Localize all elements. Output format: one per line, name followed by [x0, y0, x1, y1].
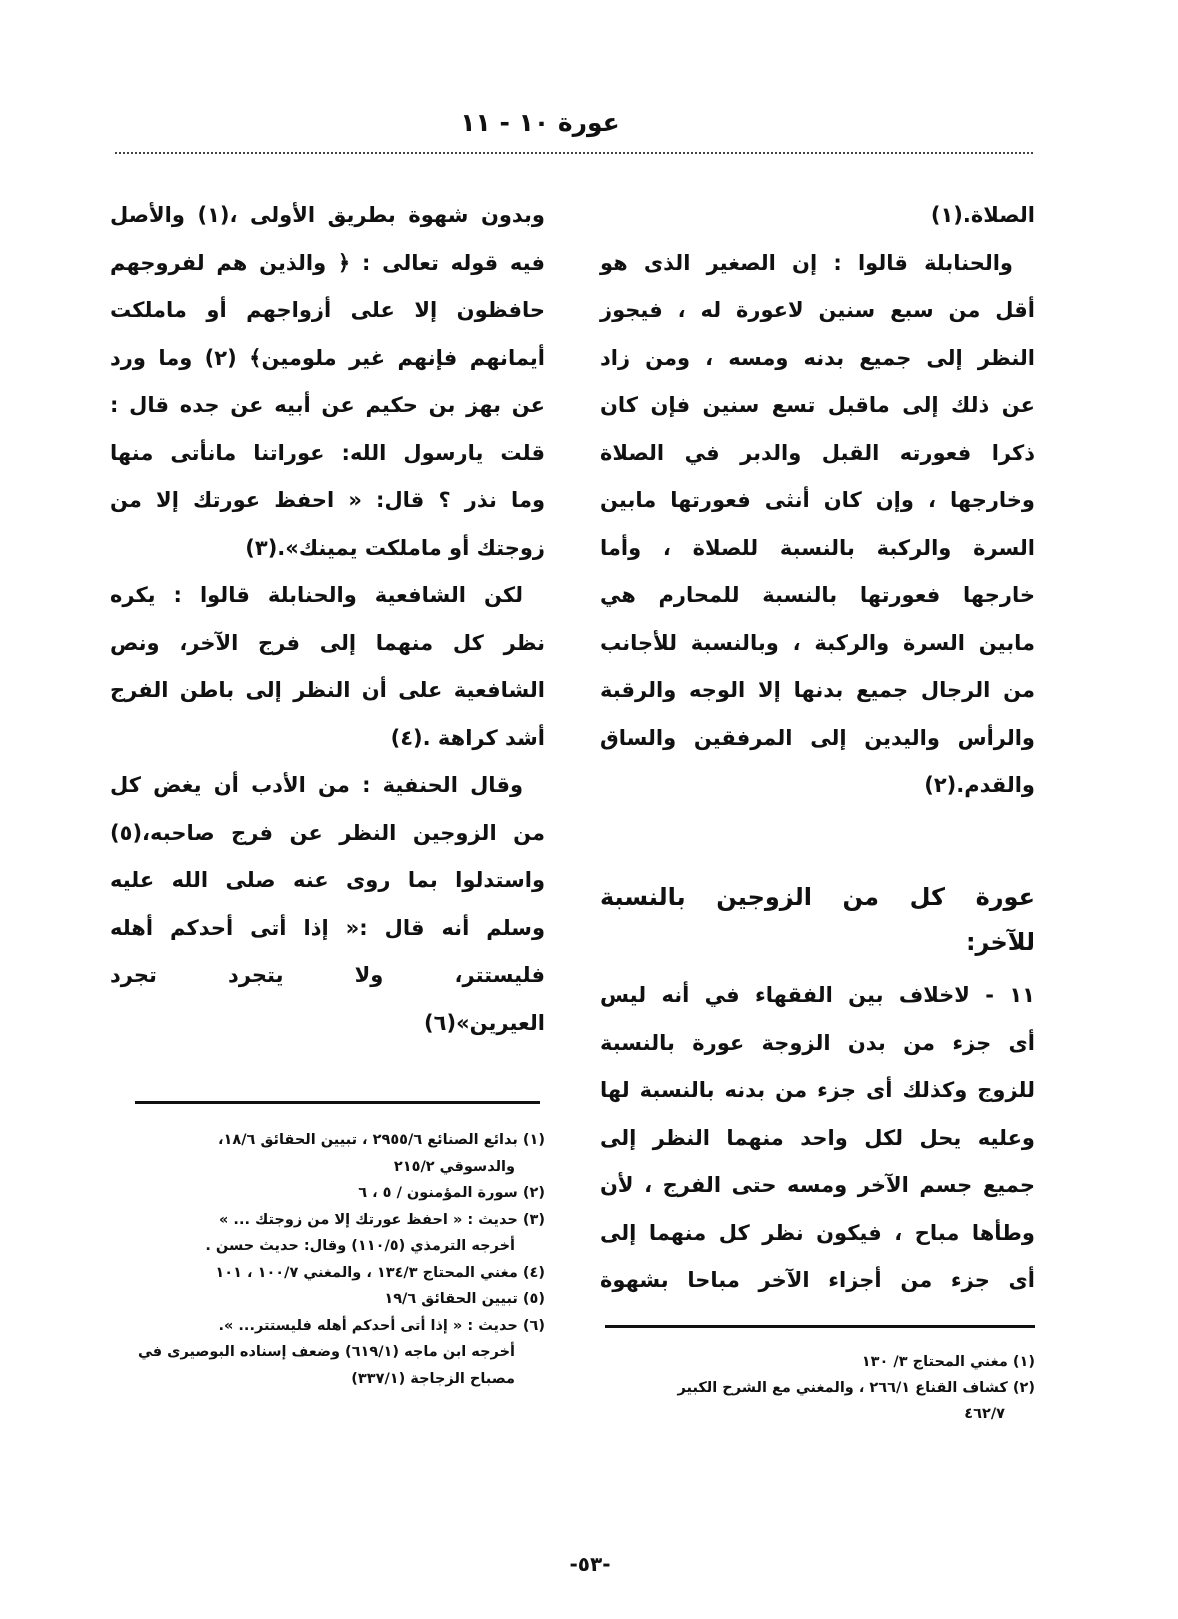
right-footnote-rule: [605, 1325, 1035, 1328]
body-text-line: خارجها فعورتها بالنسبة للمحارم هي: [600, 583, 1035, 607]
body-text-line: النظر إلى جميع بدنه ومسه ، ومن زاد: [600, 345, 1035, 370]
footnote: ٤٦٢/٧: [964, 1406, 1005, 1422]
body-text-line: العيرين»(٦): [424, 1010, 545, 1035]
body-text-line: وطأها مباح ، فيكون نظر كل منهما إلى: [600, 1220, 1035, 1245]
footnote: مصباح الزجاجة (٣٣٧/١): [351, 1370, 515, 1387]
body-text-line: والرأس واليدين إلى المرفقين والساق: [600, 725, 1035, 750]
section-heading: للآخر:: [965, 928, 1035, 956]
body-text-line: والقدم.(٢): [924, 773, 1035, 797]
body-text-line: الشافعية على أن النظر إلى باطن الفرج: [110, 678, 545, 702]
header-divider: [115, 152, 1033, 154]
running-header: عورة ١٠ - ١١: [460, 108, 620, 137]
body-text-line: نظر كل منهما إلى فرج الآخر، ونص: [110, 630, 545, 655]
body-text-line: للزوج وكذلك أى جزء من بدنه بالنسبة لها: [600, 1078, 1035, 1102]
body-text-line: السرة والركبة بالنسبة للصلاة ، وأما: [600, 535, 1035, 560]
footnote: (٦) حديث : « إذا أتى أحدكم أهله فليستتر... ».: [218, 1317, 545, 1334]
body-text-line: الصلاة.(١): [930, 203, 1035, 227]
body-text-line: فليستتر، ولا يتجرد تجرد: [110, 963, 545, 987]
body-text-line: وعليه يحل لكل واحد منهما النظر إلى: [600, 1125, 1035, 1150]
body-text-line: وخارجها ، وإن كان أنثى فعورتها مابين: [600, 488, 1035, 512]
footnote: (١) بدائع الصنائع ٢٩٥٥/٦ ، تبيين الحقائق ١٨/٦،: [218, 1132, 545, 1148]
footnote: والدسوقي ٢١٥/٢: [393, 1158, 515, 1175]
body-text-line: عن ذلك إلى ماقبل تسع سنين فإن كان: [600, 393, 1035, 417]
body-text-line: واستدلوا بما روى عنه صلى الله عليه: [110, 868, 545, 892]
footnote: أخرجه ابن ماجه (٦١٩/١) وضعف إسناده البوصيرى في: [137, 1344, 515, 1360]
footnote: (٤) مغني المحتاج ١٣٤/٣ ، والمغني ١٠٠/٧ ، ١٠١: [215, 1264, 545, 1281]
body-text-line: أقل من سبع سنين لاعورة له ، فيجوز: [600, 298, 1035, 322]
section-heading: عورة كل من الزوجين بالنسبة: [600, 883, 1035, 911]
body-text-line: أى جزء من أجزاء الآخر مباحا بشهوة: [600, 1268, 1035, 1292]
page-number: -٥٣-: [569, 1552, 611, 1576]
body-text-line: أى جزء من بدن الزوجة عورة بالنسبة: [600, 1030, 1035, 1055]
body-text-line: حافظون إلا على أزواجهم أو ماملكت: [110, 298, 545, 322]
body-text-line: أشد كراهة .(٤): [390, 725, 545, 750]
body-text-line: وبدون شهوة بطريق الأولى ،(١) والأصل: [110, 203, 545, 227]
body-text-line: وقال الحنفية : من الأدب أن يغض كل: [110, 773, 523, 797]
body-text-line: جميع جسم الآخر ومسه حتى الفرج ، لأن: [600, 1173, 1035, 1197]
footnote: (٢) سورة المؤمنون / ٥ ، ٦: [358, 1185, 545, 1201]
body-text-line: ١١ - لاخلاف بين الفقهاء في أنه ليس: [600, 983, 1035, 1007]
body-text-line: والحنابلة قالوا : إن الصغير الذى هو: [600, 250, 1013, 275]
body-text-line: مابين السرة والركبة ، وبالنسبة للأجانب: [600, 630, 1035, 655]
body-text-line: من الرجال جميع بدنها إلا الوجه والرقبة: [600, 678, 1035, 702]
footnote: (٣) حديث : « احفظ عورتك إلا من زوجتك ... »: [219, 1211, 545, 1228]
footnote: (٢) كشاف القناع ٢٦٦/١ ، والمغني مع الشرح الكبير: [677, 1380, 1035, 1396]
body-text-line: من الزوجين النظر عن فرج صاحبه،(٥): [110, 820, 545, 845]
footnote: (١) مغني المحتاج ٣/ ١٣٠: [861, 1354, 1035, 1370]
body-text-line: زوجتك أو ماملكت يمينك».(٣): [245, 535, 545, 560]
body-text-line: أيمانهم فإنهم غير ملومين﴾ (٢) وما ورد: [110, 345, 545, 370]
footnote: (٥) تبيين الحقائق ١٩/٦: [384, 1291, 545, 1307]
body-text-line: فيه قوله تعالى : ﴿ والذين هم لفروجهم: [110, 250, 545, 275]
body-text-line: عن بهز بن حكيم عن أبيه عن جده قال :: [110, 393, 545, 417]
body-text-line: قلت يارسول الله: عوراتنا مانأتى منها: [110, 440, 545, 465]
body-text-line: ذكرا فعورته القبل والدبر في الصلاة: [600, 440, 1035, 465]
body-text-line: وما نذر ؟ قال: « احفظ عورتك إلا من: [110, 488, 545, 512]
left-footnote-rule: [135, 1101, 540, 1104]
footnote: أخرجه الترمذي (١١٠/٥) وقال: حديث حسن .: [205, 1238, 515, 1254]
body-text-line: لكن الشافعية والحنابلة قالوا : يكره: [110, 583, 523, 607]
body-text-line: وسلم أنه قال :« إذا أتى أحدكم أهله: [110, 915, 545, 940]
